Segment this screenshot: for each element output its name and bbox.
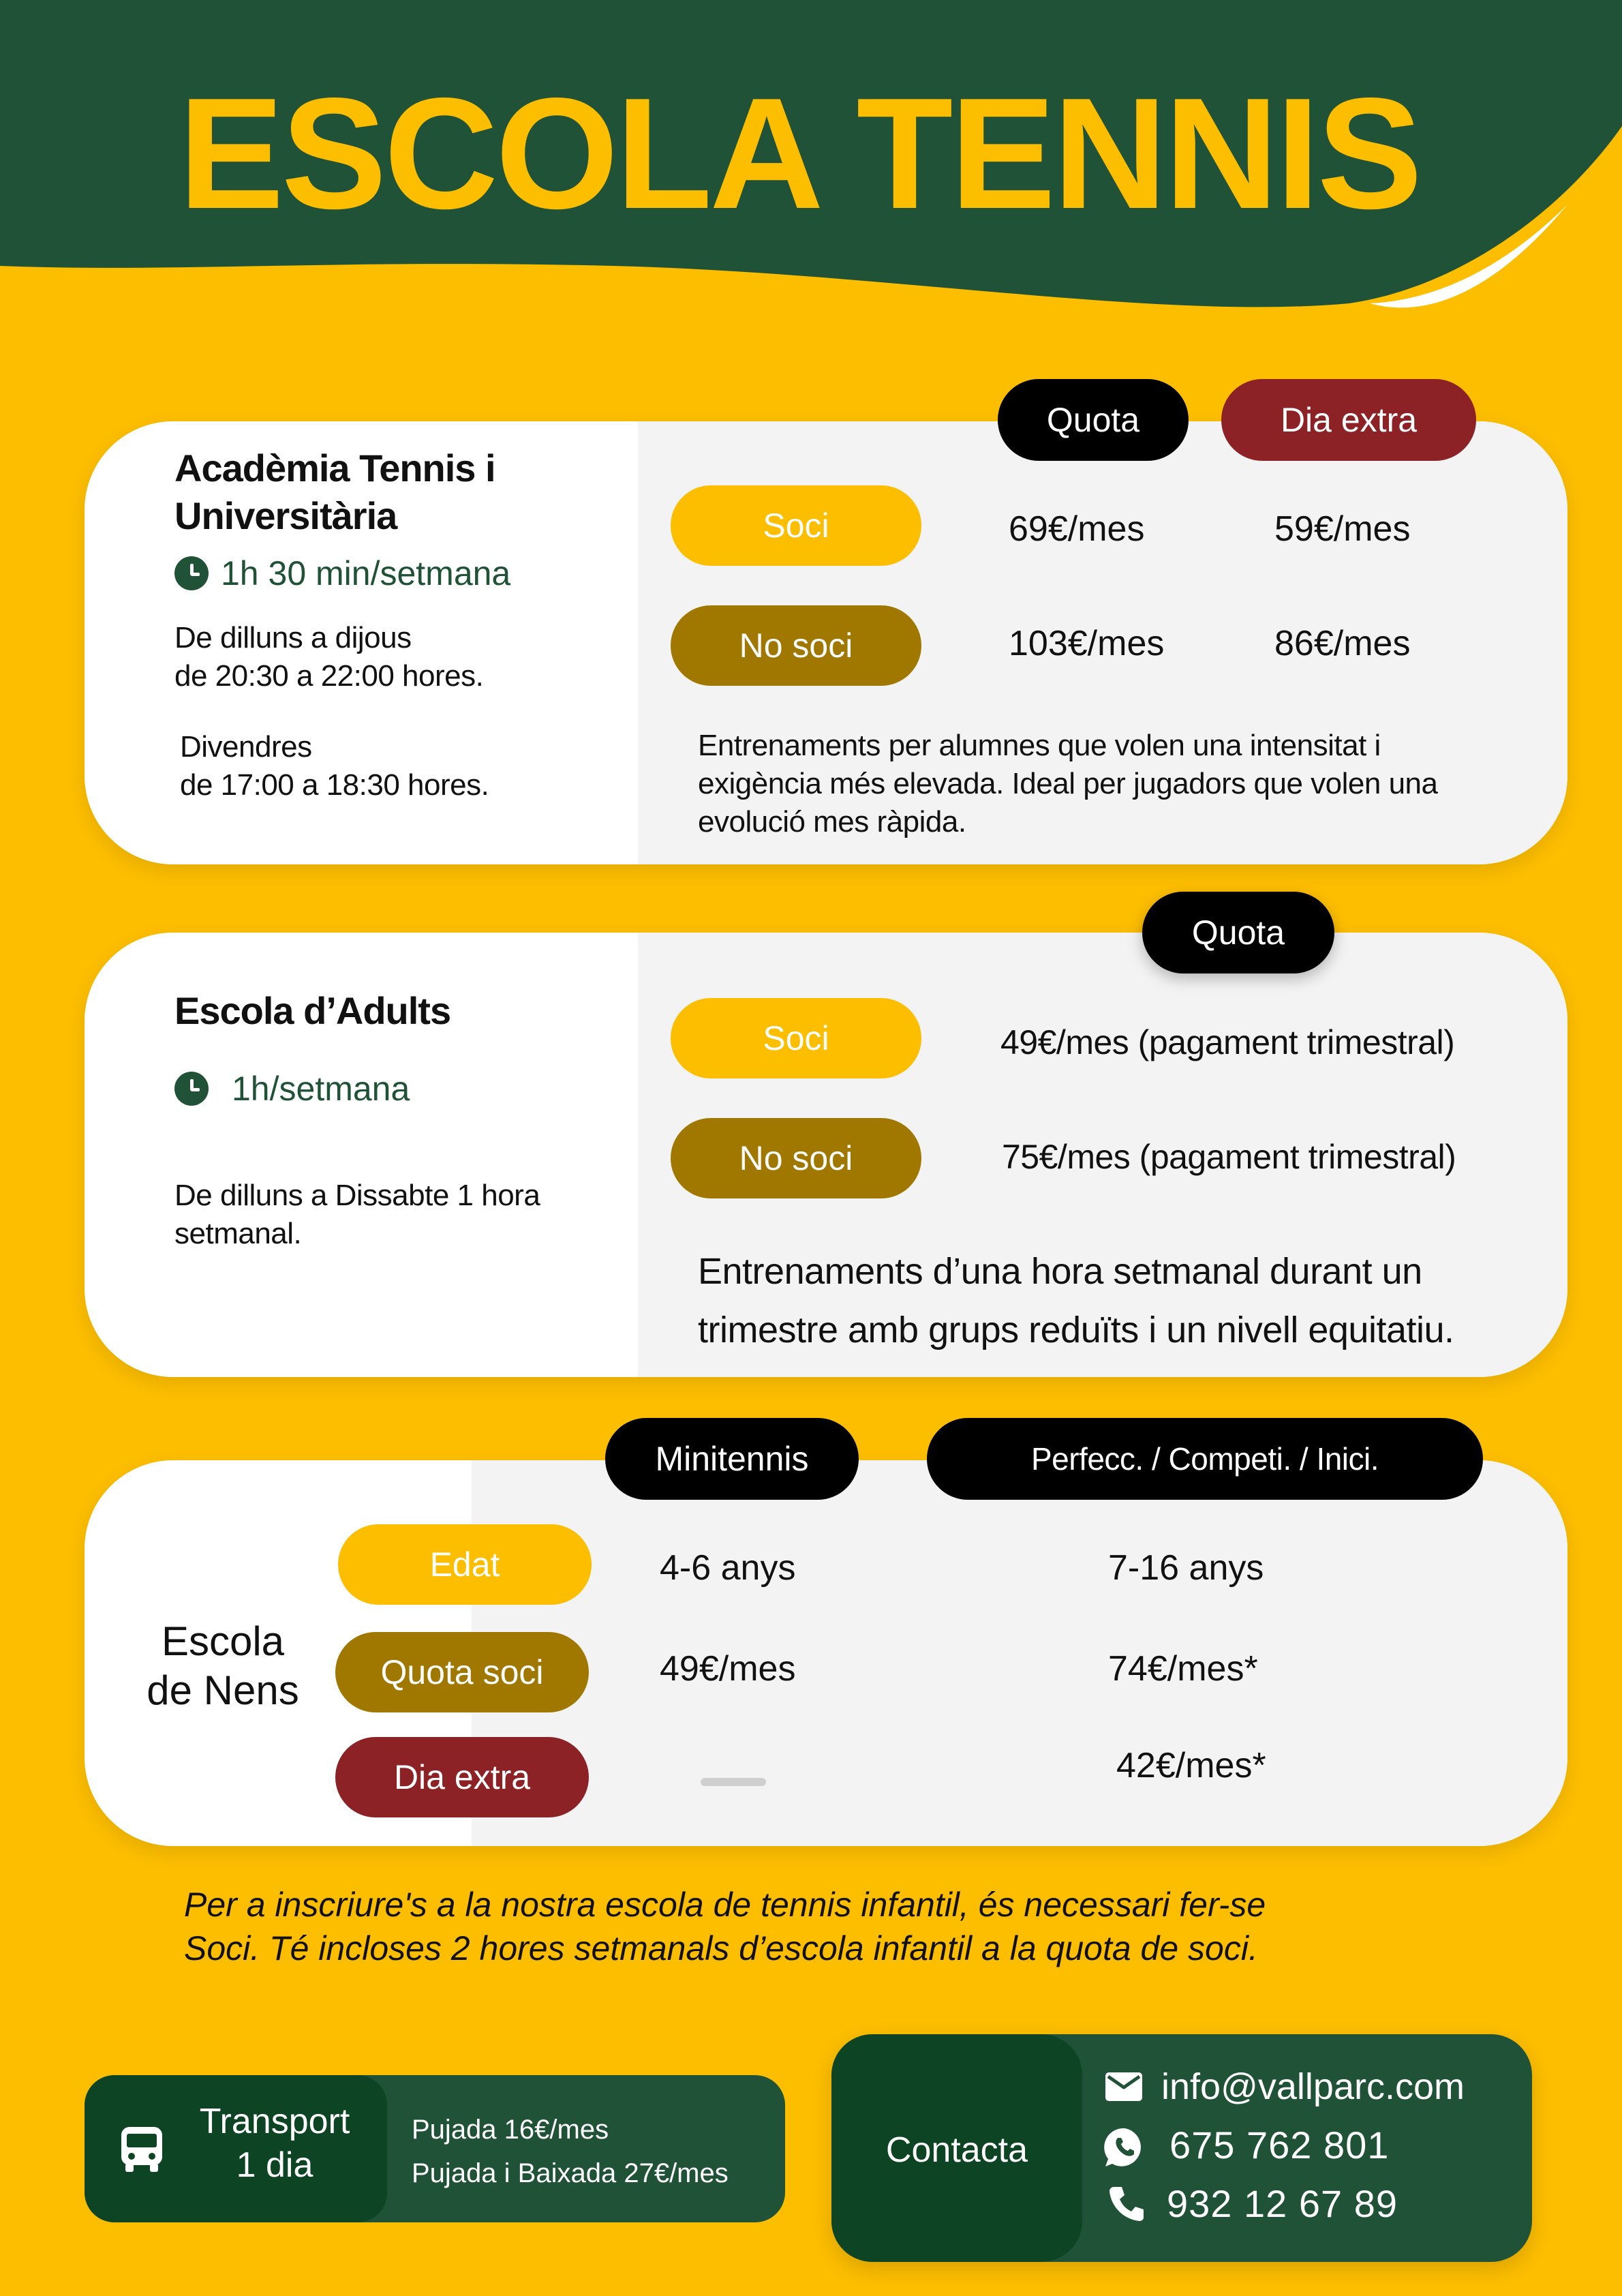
- note-line: Soci. Té incloses 2 hores setmanals d’escola infantil a la quota de soci.: [184, 1929, 1258, 1967]
- contact-label: Contacta: [885, 2130, 1028, 2170]
- nens-header-perf: Perfecc. / Competi. / Inici.: [927, 1418, 1483, 1500]
- adults-schedule: [174, 1177, 540, 1253]
- nens-title-line1: Escola: [161, 1618, 285, 1664]
- academia-nosoci-quota: 103€/mes: [1009, 624, 1165, 663]
- nens-values-panel: [472, 1460, 1567, 1846]
- adults-header-quota: Quota: [1142, 892, 1334, 973]
- description-line: Entrenaments per alumnes que volen una intensitat i: [698, 729, 1381, 762]
- description-line: exigència més elevada. Ideal per jugadors que volen una: [698, 767, 1438, 800]
- academia-soci-quota: 69€/mes: [1009, 509, 1145, 549]
- nens-perf-extra: 42€/mes*: [1116, 1746, 1266, 1785]
- academia-description: [698, 727, 1529, 841]
- phone-icon: [1108, 2184, 1146, 2222]
- clock-icon: [174, 1072, 209, 1106]
- academia-title-line2: Universitària: [174, 494, 397, 537]
- description-line: trimestre amb grups reduïts i un nivell equitatiu.: [698, 1310, 1454, 1350]
- academia-nosoci-extra: 86€/mes: [1274, 624, 1411, 663]
- schedule-line: de 17:00 a 18:30 hores.: [180, 768, 489, 802]
- academia-title-line1: Acadèmia Tennis i: [174, 447, 495, 489]
- academia-duration-text: 1h 30 min/setmana: [221, 554, 511, 592]
- schedule-line: setmanal.: [174, 1217, 302, 1250]
- whatsapp-icon: [1103, 2126, 1146, 2169]
- transport-title: [183, 2100, 367, 2187]
- nens-perf-quota: 74€/mes*: [1108, 1649, 1258, 1689]
- adults-duration-text: 1h/setmana: [232, 1070, 410, 1108]
- academia-soci-extra: 59€/mes: [1274, 509, 1411, 549]
- nens-card: [85, 1460, 1567, 1846]
- contact-whatsapp[interactable]: 675 762 801: [1169, 2124, 1390, 2166]
- nens-extra-pill: Dia extra: [335, 1737, 589, 1817]
- adults-nosoci-pill: No soci: [671, 1118, 921, 1198]
- adults-description: [698, 1242, 1529, 1359]
- contact-phone[interactable]: 932 12 67 89: [1167, 2182, 1398, 2225]
- email-icon: [1105, 2072, 1142, 2101]
- transport-price-line: Pujada 16€/mes: [412, 2115, 609, 2145]
- bus-icon: [120, 2126, 164, 2173]
- schedule-line: de 20:30 a 22:00 hores.: [174, 659, 484, 693]
- adults-soci-price: 49€/mes (pagament trimestral): [1000, 1023, 1455, 1061]
- note-line: Per a inscriure's a la nostra escola de tennis infantil, és necessari fer-se: [184, 1886, 1266, 1924]
- adults-title: Escola d’Adults: [174, 989, 451, 1032]
- academia-schedule-1: [174, 619, 483, 695]
- nens-title: [139, 1617, 307, 1715]
- academia-soci-pill: Soci: [671, 485, 921, 566]
- nens-mini-extra-dash: [701, 1778, 766, 1786]
- adults-nosoci-price: 75€/mes (pagament trimestral): [1002, 1138, 1456, 1176]
- schedule-line: Divendres: [180, 730, 312, 764]
- schedule-line: De dilluns a dijous: [174, 621, 412, 654]
- clock-icon: [174, 556, 209, 590]
- adults-soci-pill: Soci: [671, 998, 921, 1078]
- nens-perf-edat: 7-16 anys: [1108, 1548, 1264, 1588]
- academia-title: [174, 444, 495, 540]
- academia-schedule-2: [180, 728, 489, 804]
- contact-email[interactable]: info@vallparc.com: [1161, 2066, 1465, 2107]
- enrollment-note: [184, 1883, 1479, 1970]
- transport-title-line1: Transport: [199, 2102, 350, 2141]
- academia-duration: [174, 554, 510, 593]
- nens-title-line2: de Nens: [147, 1667, 299, 1713]
- nens-mini-quota: 49€/mes: [660, 1649, 796, 1689]
- academia-header-quota: Quota: [998, 379, 1189, 461]
- academia-nosoci-pill: No soci: [671, 605, 921, 686]
- schedule-line: De dilluns a Dissabte 1 hora: [174, 1179, 540, 1212]
- description-line: evolució mes ràpida.: [698, 805, 966, 839]
- transport-title-line2: 1 dia: [236, 2145, 313, 2185]
- transport-prices: [412, 2108, 729, 2195]
- nens-mini-edat: 4-6 anys: [660, 1548, 796, 1588]
- adults-duration: [174, 1069, 410, 1108]
- nens-header-mini: Minitennis: [605, 1418, 859, 1500]
- nens-quota-pill: Quota soci: [335, 1632, 589, 1712]
- nens-edat-pill: Edat: [338, 1524, 592, 1605]
- description-line: Entrenaments d’una hora setmanal durant un: [698, 1251, 1422, 1292]
- academia-header-extra: Dia extra: [1221, 379, 1476, 461]
- transport-price-line: Pujada i Baixada 27€/mes: [412, 2158, 729, 2188]
- page-title: ESCOLA TENNIS: [179, 65, 1420, 242]
